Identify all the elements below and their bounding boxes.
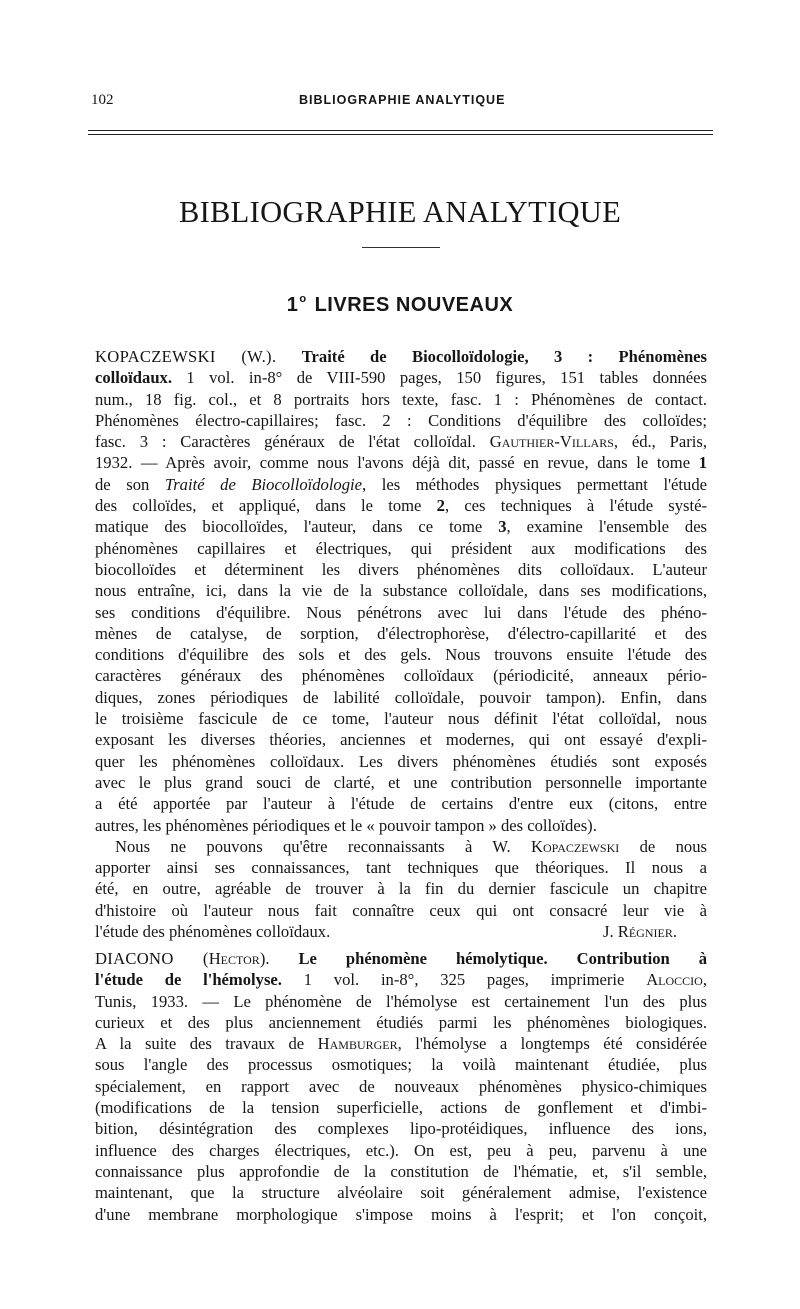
printer-name: Aloccio (646, 970, 703, 990)
running-title: BIBLIOGRAPHIE ANALYTIQUE (299, 93, 506, 107)
section-title: LIVRES NOUVEAUX (314, 294, 514, 316)
book-details: 1 vol. in-8° de VIII-590 pages, 150 figures, 151 tables données (186, 368, 707, 388)
line-text: ). (259, 949, 270, 968)
review-line: connaissance plus approfondie de la constitution de l'hématie, et, s'il semble, (95, 1161, 707, 1181)
review-line (95, 836, 707, 857)
line-text: , l'hémolyse a longtemps été considérée (397, 1034, 707, 1054)
author-name: Kopaczewski (531, 836, 620, 856)
review-line: influence des charges électriques, etc.). On est, peu à peu, parvenu à une (95, 1140, 707, 1160)
review-line: le troisième fascicule de ce tome, l'auteur nous définit l'état colloïdal, nous (95, 709, 707, 729)
line-text: de nous (639, 836, 707, 856)
reviewer-name: Régnier. (617, 922, 677, 942)
review-line: été, en outre, agréable de trouver à la fin du dernier fascicule un chapitre (95, 879, 707, 899)
review-line (95, 948, 707, 969)
line-text: matique des biocolloïdes, l'auteur, dans ce tome (95, 517, 483, 537)
author-name: Hamburger (317, 1034, 398, 1054)
review-line: ses conditions d'équilibre. Nous pénétrons avec lui dans l'étude des phéno- (95, 602, 707, 622)
review-line: d'une membrane morphologique s'impose moins à l'esprit; et l'on conçoit, (95, 1204, 707, 1224)
review-line: sous l'angle des processus osmotiques; la voilà maintenant étudiée, plus (95, 1055, 707, 1075)
book-title: l'étude de l'hémolyse. (95, 970, 282, 990)
review-line: conditions d'équilibre des sols et des gels. Nous trouvons ensuite l'étude des (95, 645, 707, 665)
review-line: (modifications de la tension superficielle, actions de gonflement et d'imbi- (95, 1098, 707, 1118)
header-rule-lower (88, 134, 713, 135)
review-line: Tunis, 1933. — Le phénomène de l'hémolyse est certainement l'un des plus (95, 991, 707, 1011)
line-text: , éd., Paris, (613, 432, 707, 452)
review-line (95, 1033, 707, 1054)
title-rule (362, 247, 440, 248)
reviewer-signature (603, 921, 707, 942)
review-author: KOPACZEWSKI (W.). (95, 347, 277, 366)
review-line (95, 969, 707, 990)
review-line: exposant les diverses théories, anciennes et modernes, qui ont essayé d'expli- (95, 730, 707, 750)
section-heading (0, 293, 800, 317)
review-line: apporter ainsi ses connaissances, tant techniques que théoriques. Il nous a (95, 858, 707, 878)
review-line: a été apportée par l'auteur à l'étude de certains d'entre eux (citons, entre (95, 794, 707, 814)
review-line: spécialement, en rapport avec de nouveaux phénomènes physico-chimiques (95, 1076, 707, 1096)
review-line: d'histoire où l'auteur nous fait connaître ceux qui ont consacré leur vie à (95, 900, 707, 920)
line-text: l'étude des phénomènes colloïdaux. (95, 922, 331, 942)
reviewer-initial: J. (603, 922, 614, 942)
section-ordinal: o (299, 293, 307, 305)
review-line (95, 516, 707, 537)
review-line: avec le plus grand souci de clarté, et une contribution personnelle importante (95, 772, 707, 792)
tome-number: 3 (498, 517, 507, 537)
author-firstname: Hector (208, 949, 260, 968)
review-line: caractères généraux des phénomènes colloïdaux (périodicité, anneaux pério- (95, 666, 707, 686)
review-line: nous entraîne, ici, dans la vie de la substance colloïdale, dans ses modifications, (95, 581, 707, 601)
line-text: A la suite des travaux de (95, 1034, 305, 1054)
tome-number: 2 (436, 496, 445, 516)
review-line: autres, les phénomènes périodiques et le « pouvoir tampon » des colloïdes). (95, 815, 597, 835)
line-text: , les méthodes physiques permettant l'étude (362, 474, 707, 494)
section-number: 1 (286, 294, 299, 316)
book-title: Traité de Biocolloïdologie, 3 : Phénomènes (301, 347, 707, 366)
review-line: num., 18 fig. col., et 8 portraits hors texte, fasc. 1 : Phénomènes de contact. (95, 389, 707, 409)
review-line: biocolloïdes et déterminent les divers phénomènes dits colloïdaux. L'auteur (95, 559, 707, 579)
review-line: bition, désintégration des complexes lipo-protéidiques, influence des ions, (95, 1119, 707, 1139)
review-line: maintenant, que la structure alvéolaire soit généralement admise, l'existence (95, 1183, 707, 1203)
review-line (95, 346, 707, 367)
review-line (95, 495, 707, 516)
review-line (95, 921, 707, 942)
review-line: quer les phénomènes colloïdaux. Les divers phénomènes étudiés sont exposés (95, 751, 707, 771)
review-line (95, 474, 707, 495)
review-line (95, 452, 707, 473)
review-author: DIACONO ( (95, 949, 209, 968)
line-text: de son (95, 474, 150, 494)
header-rule-upper (88, 130, 713, 131)
review-line: diques, zones périodiques de labilité colloïdale, pouvoir tampon). Enfin, dans (95, 687, 707, 707)
page-title: BIBLIOGRAPHIE ANALYTIQUE (178, 195, 622, 229)
line-text: Nous ne pouvons qu'être reconnaissants à W. (115, 836, 511, 856)
running-head (91, 92, 711, 114)
line-text: , (702, 970, 707, 990)
review-diacono (95, 948, 707, 1225)
review-line: phénomènes capillaires et électriques, qui président aux modifications des (95, 538, 707, 558)
line-text: 1932. — Après avoir, comme nous l'avons déjà dit, passé en revue, dans le tome (95, 453, 691, 473)
line-text: , examine l'ensemble des (506, 517, 707, 537)
line-text: fasc. 3 : Caractères généraux de l'état colloïdal. (95, 432, 476, 452)
tome-number: 1 (698, 453, 707, 473)
page-number: 102 (91, 92, 114, 108)
review-line (95, 367, 707, 388)
book-title: colloïdaux. (95, 368, 172, 388)
review-line (95, 431, 707, 452)
review-line: curieux et des plus anciennement étudiés parmi les phénomènes biologiques. (95, 1012, 707, 1032)
book-title: Le phénomène hémolytique. Contribution à (298, 949, 707, 968)
review-line: Phénomènes électro-capillaires; fasc. 2 : Conditions d'équilibre des colloïdes; (95, 410, 707, 430)
publisher-name: Gauthier-Villars (489, 432, 614, 452)
review-line: mènes de catalyse, de sorption, d'électrophorèse, d'électro-capillarité et des (95, 623, 707, 643)
review-kopaczewski (95, 346, 707, 942)
book-details: 1 vol. in-8°, 325 pages, imprimerie (303, 970, 625, 990)
line-text: des colloïdes, et appliqué, dans le tome (95, 496, 422, 516)
line-text: , ces techniques à l'étude systé- (444, 496, 707, 516)
cited-title: Traité de Biocolloïdologie (164, 474, 363, 494)
